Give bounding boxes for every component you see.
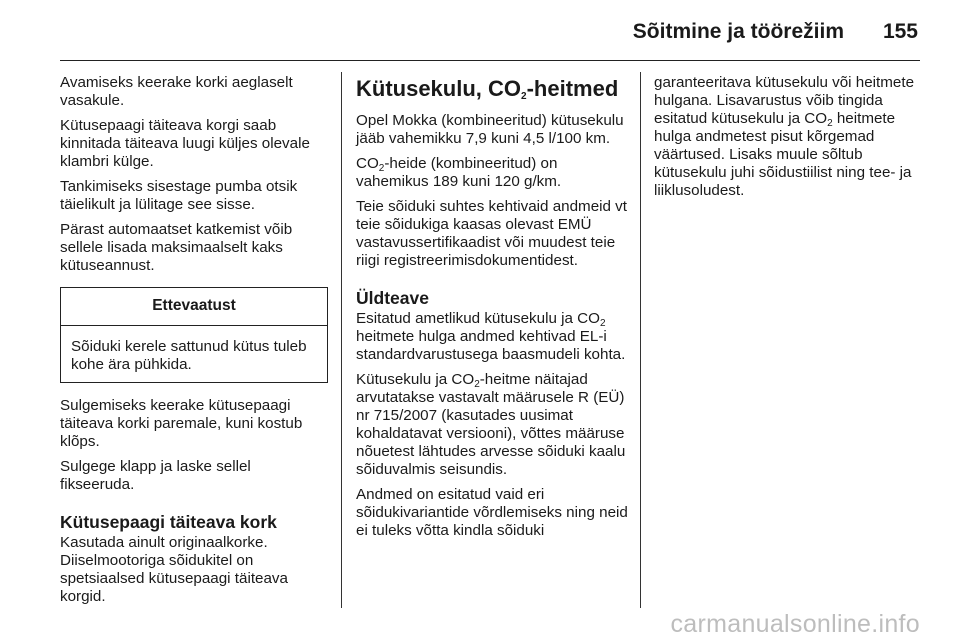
paragraph: Kasutada ainult originaalkorke. Diiselmootoriga sõidukitel on spetsiaalsed kütusepaagi täiteava korgid. <box>60 534 288 605</box>
paragraph: Opel Mokka (kombineeritud) kütusekulu jääb vahemikku 7,9 kuni 4,5 l/100 km. <box>356 112 624 147</box>
section-heading-general: Üldteave <box>356 288 429 308</box>
header-divider <box>60 60 920 61</box>
paragraph: Teie sõiduki suhtes kehtivaid andmeid vt teie sõidukiga kaasas olevast EMÜ vastavussertifikaadist või muudest teie riigi registreerimisdokumentidest. <box>356 198 627 269</box>
page-header <box>0 0 960 64</box>
section-heading-fuel-cap: Kütusepaagi täiteava kork <box>60 512 277 532</box>
paragraph: Tankimiseks sisestage pumba otsik täielikult ja lülitage see sisse. <box>60 178 298 213</box>
page-number: 155 <box>882 20 918 43</box>
paragraph: Kütusekulu ja $CO_2$-heitme näitajad arvutatakse vastavalt määrusele R (EÜ) nr 715/2007 (kasutades uusimat kohaldatavat versiooni), võttes määruse nõuetest lähtudes arvesse sõiduki kaalu sõiduvalmis seisundis. <box>356 371 626 478</box>
column-divider-2 <box>640 72 641 608</box>
caution-box <box>60 287 328 383</box>
paragraph: Andmed on esitatud vaid eri sõidukivariantide võrdlemiseks ning neid ei tuleks võtta kindla sõiduki <box>356 486 628 539</box>
paragraph: Pärast automaatset katkemist võib sellele lisada maksimaalselt kaks kütuseannust. <box>60 221 293 274</box>
paragraph: Kütusepaagi täiteava korgi saab kinnitada täiteava luugi küljes olevale klambri külge. <box>60 117 310 170</box>
paragraph: Esitatud ametlikud kütusekulu ja $CO_2$ heitmete hulga andmed kehtivad EL-i standardvarustusega baasmudeli kohta. <box>356 310 626 363</box>
column-1 <box>60 74 328 613</box>
section-heading-consumption: Kütusekulu, $CO_2$-heitmed <box>356 76 619 102</box>
paragraph: $CO_2$-heide (kombineeritud) on vahemikus 189 kuni 120 g/km. <box>356 155 562 190</box>
page-title: Sõitmine ja töörežiim <box>632 20 844 43</box>
column-2 <box>356 74 628 547</box>
paragraph: Sulgemiseks keerake kütusepaagi täiteava korki paremale, kuni kostub klõps. <box>60 397 303 450</box>
paragraph: Sulgege klapp ja laske sellel fikseeruda. <box>60 458 251 493</box>
paragraph: Avamiseks keerake korki aeglaselt vasakule. <box>60 74 293 109</box>
column-divider-1 <box>341 72 342 608</box>
column-3 <box>654 74 924 207</box>
caution-title: Ettevaatust <box>61 288 327 326</box>
watermark-text: carmanualsonline.info <box>670 610 920 638</box>
paragraph: garanteeritava kütusekulu või heitmete hulgana. Lisavarustus võib tingida esitatud kütusekulu ja $CO_2$ heitmete hulga andmetest pisut kõrgemad väärtused. Lisaks muule sõltub kütusekulu juhi sõidustiilist ning tee- ja liiklusoludest. <box>654 74 915 199</box>
caution-text: Sõiduki kerele sattunud kütus tuleb kohe ära pühkida. <box>71 338 307 373</box>
